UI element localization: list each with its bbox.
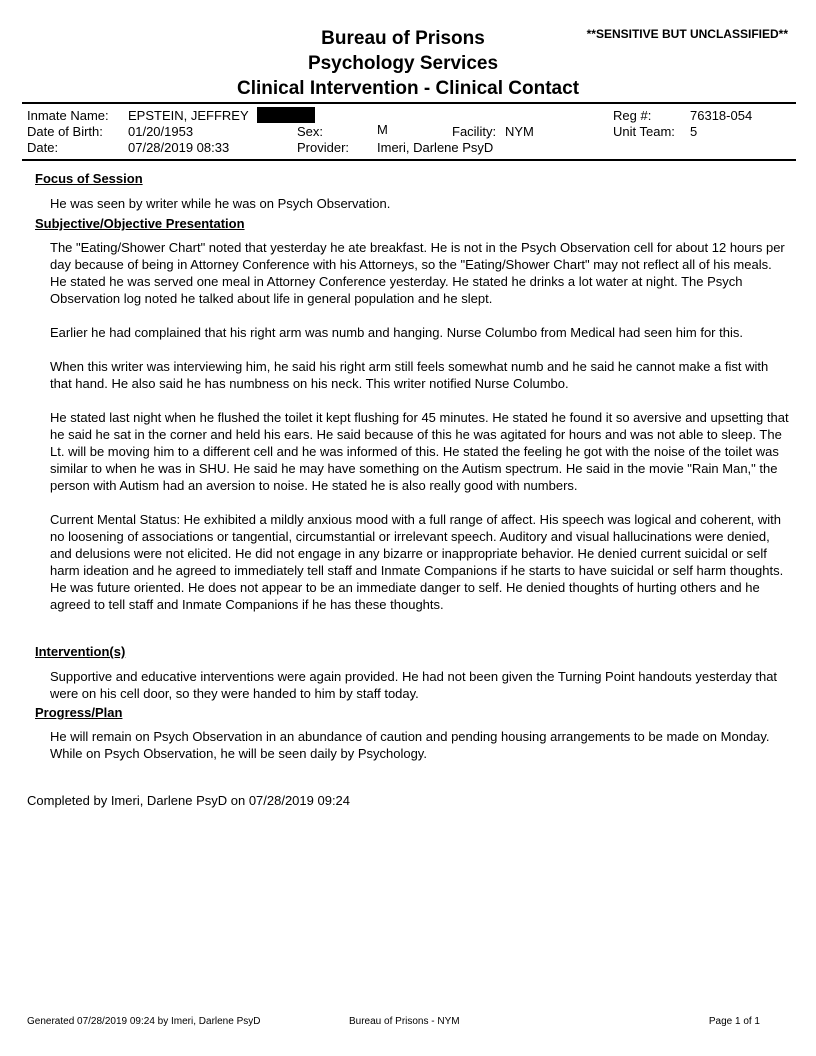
facility-label: Facility: [452, 124, 497, 139]
subjective-heading: Subjective/Objective Presentation [35, 216, 245, 231]
unit-team-value: 5 [690, 124, 698, 139]
footer-page-number: Page 1 of 1 [708, 1016, 760, 1027]
focus-text: He was seen by writer while he was on Psych Observation. [50, 196, 391, 211]
provider-value: Imeri, Darlene PsyD [377, 140, 494, 155]
provider-label: Provider: [297, 140, 350, 155]
intervention-text: Supportive and educative interventions were again provided. He had not been given the Turning Point handouts yesterday that were on his cell door, so they were handed to him by staff today. [50, 669, 778, 701]
focus-heading: Focus of Session [35, 171, 143, 186]
date-value: 07/28/2019 08:33 [128, 140, 230, 155]
header-top-rule [22, 102, 796, 104]
footer-facility: Bureau of Prisons - NYM [349, 1016, 460, 1027]
inmate-name-label: Inmate Name: [27, 108, 109, 123]
classification-marking: **SENSITIVE BUT UNCLASSIFIED** [586, 27, 788, 41]
facility-value: NYM [505, 124, 534, 139]
reg-number-value: 76318-054 [690, 108, 753, 123]
subjective-body [50, 239, 790, 613]
sex-value: M [377, 122, 388, 137]
progress-heading: Progress/Plan [35, 705, 123, 720]
subjective-paragraph: When this writer was interviewing him, he said his right arm still feels somewhat numb and he said he cannot make a fist with that hand. He also said he has numbness on his neck. This writer notified Nurse Columbo. [50, 359, 769, 391]
completed-by: Completed by Imeri, Darlene PsyD on 07/28/2019 09:24 [27, 793, 351, 808]
redaction-box [257, 107, 315, 123]
date-label: Date: [27, 140, 59, 155]
department-title: Psychology Services [307, 53, 499, 74]
subjective-paragraph: Earlier he had complained that his right arm was numb and hanging. Nurse Columbo from Medical had seen him for this. [50, 325, 743, 340]
form-title: Clinical Intervention - Clinical Contact [236, 78, 580, 99]
header-bottom-rule [22, 159, 796, 161]
agency-title: Bureau of Prisons [321, 28, 485, 49]
intervention-heading: Intervention(s) [35, 644, 126, 659]
unit-team-label: Unit Team: [613, 124, 675, 139]
footer-generated: Generated 07/28/2019 09:24 by Imeri, Darlene PsyD [27, 1016, 261, 1027]
dob-value: 01/20/1953 [128, 124, 194, 139]
sex-label: Sex: [297, 124, 324, 139]
subjective-paragraph: The "Eating/Shower Chart" noted that yesterday he ate breakfast. He is not in the Psych Observation cell for about 12 hours per day because of being in Attorney Conference with his Attorneys, so the "Eating/Shower Chart" may not reflect all of his meals. He stated he was served one meal in Attorney Conference yesterday. He stated he drinks a lot water at night. The Psych Observation log noted he talked about life in general population and he slept. [50, 240, 785, 306]
inmate-name: EPSTEIN, JEFFREY [128, 108, 249, 123]
subjective-paragraph: Current Mental Status: He exhibited a mildly anxious mood with a full range of affect. His speech was logical and coherent, with no loosening of associations or tangential, circumstantial or irrelevant speech. Auditory and visual hallucinations were denied, and delusions were not elicited. He did not engage in any bizarre or inappropriate behavior. He denied current suicidal or self harm ideation and he agreed to immediately tell staff and Inmate Companions if he starts to have suicidal or self harm thoughts. He was future oriented. He does not appear to be an immediate danger to self. He denied thoughts of hurting others and he agreed to tell staff and Inmate Companions if he has these thoughts. [50, 512, 784, 612]
progress-text: He will remain on Psych Observation in an abundance of caution and pending housing arrangements to be made on Monday. While on Psych Observation, he will be seen daily by Psychology. [50, 729, 770, 761]
reg-number-label: Reg #: [613, 108, 652, 123]
subjective-paragraph: He stated last night when he flushed the toilet it kept flushing for 45 minutes. He stated he found it so aversive and upsetting that he said he sat in the corner and held his ears. He said because of this he was agitated for hours and was not able to sleep. The Lt. will be moving him to a different cell and he was informed of this. He stated the feeling he got with the noise of the toilet was similar to when he was in SHU. He said he may have something on the Autism spectrum. He said in the movie "Rain Man," the person with Autism had an aversion to noise. He stated he is also really good with numbers. [50, 410, 789, 493]
dob-label: Date of Birth: [27, 124, 103, 139]
